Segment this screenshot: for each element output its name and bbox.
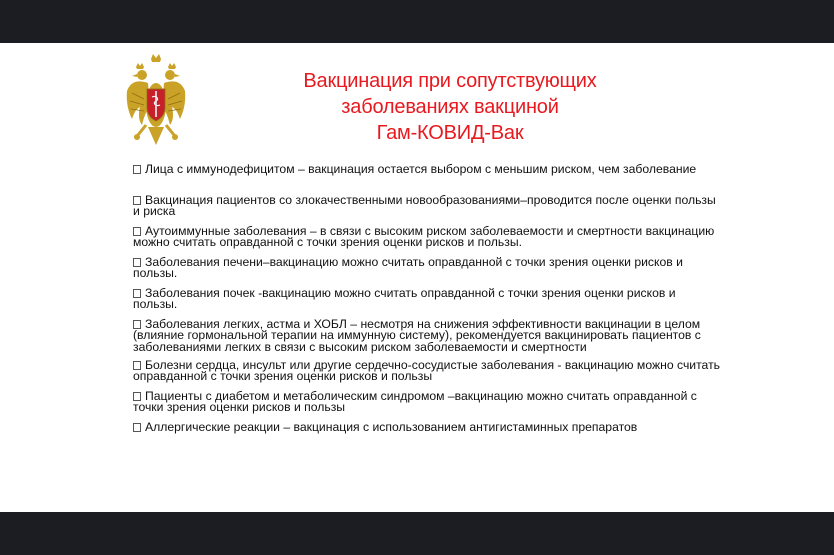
list-item-text: Болезни сердца, инсульт или другие сердечно-сосудистые заболевания - вакцинацию можно считать оправданной с точки зрения оценки рисков и пользы (133, 358, 721, 384)
list-item (133, 257, 723, 280)
list-item (133, 391, 723, 414)
title-line-2: заболеваниях вакциной (341, 96, 559, 118)
list-item (133, 360, 723, 383)
slide-title (200, 68, 700, 146)
list-item-text: Лица с иммунодефицитом – вакцинация остается выбором с меньшим риском, чем заболевание (145, 162, 697, 176)
list-item-text: Заболевания печени–вакцинацию можно считать оправданной с точки зрения оценки рисков и пользы. (133, 255, 683, 281)
list-item (133, 288, 723, 311)
list-item-text: Заболевания легких, астма и ХОБЛ – несмотря на снижения эффективности вакцинации в целом (влияние гормональной терапии на иммунную систему), рекомендуется вакцинировать пациентов с заболеваниями легких в связи с высоким риском заболеваемости и смертности (133, 317, 701, 354)
list-item-text: Пациенты с диабетом и метаболическим синдромом –вакцинацию можно считать оправданной с точки зрения оценки рисков и пользы (133, 389, 697, 415)
list-item-text: Аллергические реакции – вакцинация с использованием антигистаминных препаратов (145, 420, 638, 434)
square-bullet-icon (133, 423, 141, 432)
list-item (133, 226, 723, 249)
list-item (133, 164, 723, 175)
list-item-text: Вакцинация пациентов со злокачественными новообразованиями–проводится после оценки пользы и риска (133, 193, 716, 219)
letterbox-top (0, 0, 834, 43)
list-item (133, 319, 723, 353)
square-bullet-icon (133, 165, 141, 174)
list-item-text: Аутоиммунные заболевания – в связи с высоким риском заболеваемости и смертности вакцинацию можно считать оправданной с точки зрения оценки рисков и пользы. (133, 224, 715, 250)
list-item (133, 195, 723, 218)
slide (0, 43, 834, 512)
list-item-text: Заболевания почек -вакцинацию можно считать оправданной с точки зрения оценки рисков и пользы. (133, 286, 676, 312)
title-line-3: Гам-КОВИД-Вак (376, 122, 524, 144)
letterbox-bottom (0, 512, 834, 555)
title-line-1: Вакцинация при сопутствующих (303, 70, 597, 92)
list-item (133, 422, 723, 433)
double-headed-eagle-emblem-icon (126, 53, 186, 151)
